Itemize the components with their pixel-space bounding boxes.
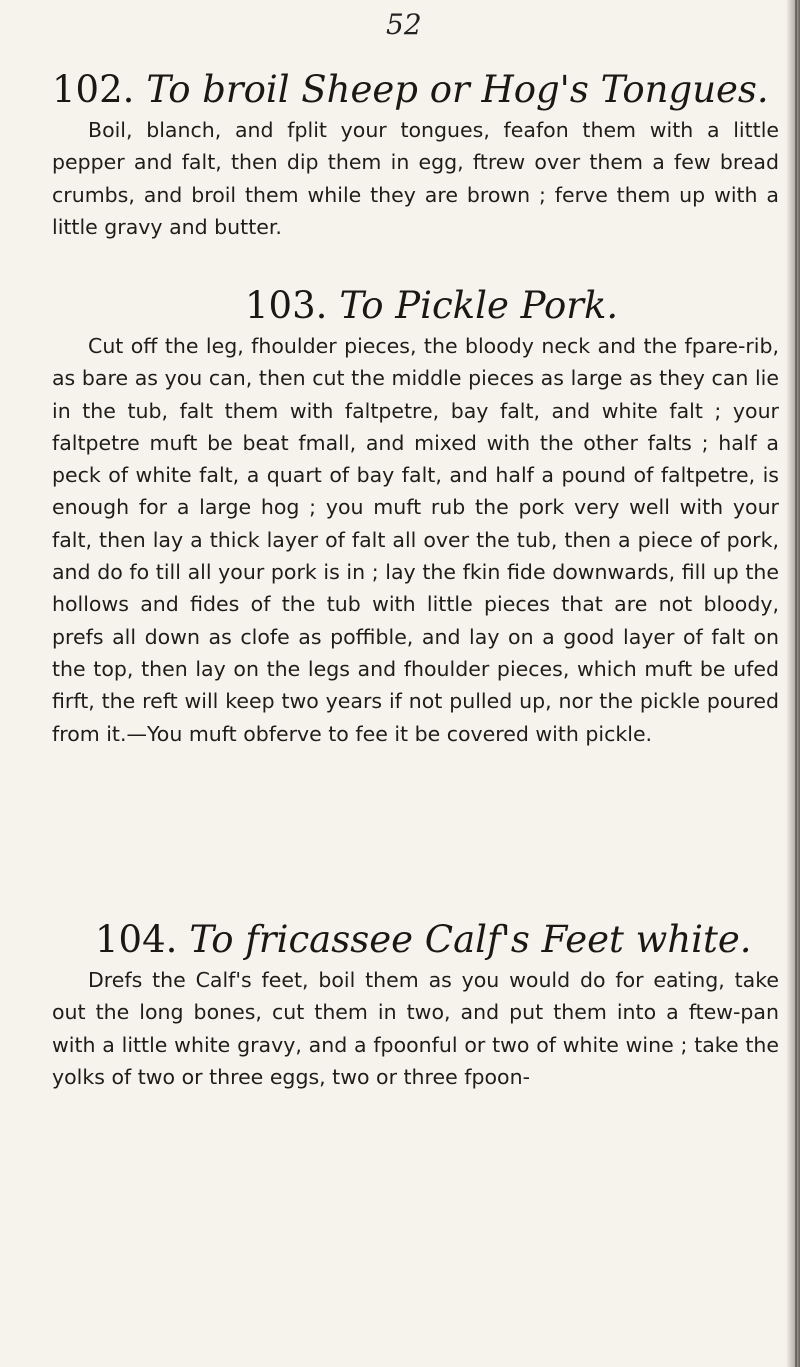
- recipe-body-102: Boil, blanch, and fplit your tongues, feafon them with a little pepper and falt, then dip them in egg, ftrew over them a few bread crumbs, and broil them while they are brown ; ferve them up with a little gravy and butter.: [52, 118, 779, 239]
- recipe-body-104: Drefs the Calf's feet, boil them as you would do for eating, take out the long bones, cut them in two, and put them into a ftew-pan with a little white gravy, and a fpoonful or two of white wine ; take the yolks of two or three eggs, two or three fpoon-: [52, 968, 779, 1089]
- page-edge-shadow: [786, 0, 800, 1367]
- recipe-number: 102.: [52, 68, 135, 111]
- recipe-body-103: Cut off the leg, fhoulder pieces, the bloody neck and the fpare-rib, as bare as you can, then cut the middle pieces as large as they can lie in the tub, falt them with faltpetre, bay falt, and white falt ; your faltpetre muft be beat fmall, and mixed with the other falts ; half a peck of white falt, a quart of bay falt, and half a pound of faltpetre, is enough for a large hog ; you muft rub the pork very well with your falt, then lay a thick layer of falt all over the tub, then a piece of pork, and do fo till all your pork is in ; lay the fkin fide downwards, fill up the hollows and fides of the tub with little pieces that are not bloody, prefs all down as clofe as poffible, and lay on a good layer of falt on the top, then lay on the legs and fhoulder pieces, which muft be ufed firft, the reft will keep two years if not pulled up, nor the pickle poured from it.—You muft obferve to fee it be covered with pickle.: [52, 334, 779, 746]
- recipe-number: 103.: [245, 284, 328, 327]
- recipe-number: 104.: [95, 918, 178, 961]
- page-number: 52: [386, 8, 422, 41]
- recipe-name: To Pickle Pork.: [339, 284, 619, 327]
- recipe-name: To fricassee Calf's Feet white.: [189, 918, 752, 961]
- recipe-title-102: [52, 70, 769, 110]
- recipe-title-104: [95, 920, 752, 960]
- recipe-name: To broil Sheep or Hog's Tongues.: [146, 68, 769, 111]
- recipe-title-103: [245, 286, 618, 326]
- page-edge-line: [795, 0, 797, 1367]
